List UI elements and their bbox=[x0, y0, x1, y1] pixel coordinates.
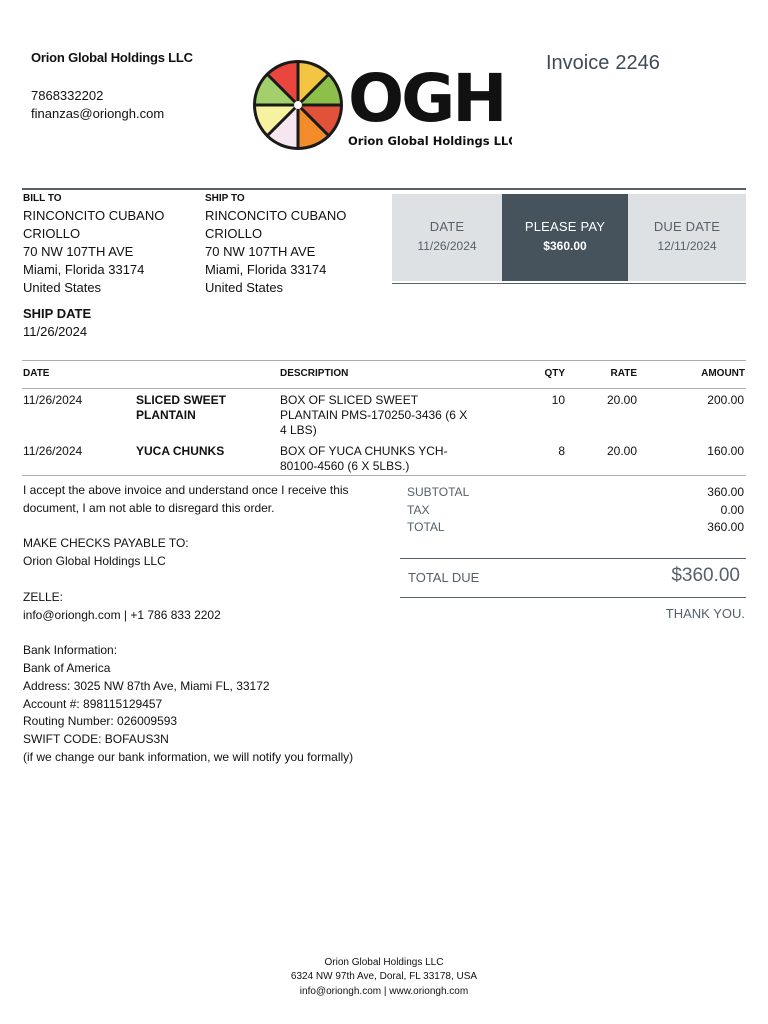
bank-info-line: (if we change our bank information, we will notify you formally) bbox=[23, 749, 354, 764]
please-pay-box bbox=[502, 194, 628, 281]
ship-to-line: CRIOLLO bbox=[205, 226, 263, 241]
checks-label: MAKE CHECKS PAYABLE TO: bbox=[23, 536, 189, 551]
checks-value: Orion Global Holdings LLC bbox=[23, 554, 166, 569]
row-2-product bbox=[136, 444, 224, 459]
tax-value: 0.00 bbox=[720, 503, 744, 517]
please-pay-label: PLEASE PAY bbox=[524, 219, 606, 234]
company-phone: 7868332202 bbox=[31, 88, 104, 103]
bank-info-line: Account #: 898115129457 bbox=[23, 696, 163, 711]
col-header-qty: QTY bbox=[544, 368, 565, 379]
fruit-wheel-logo-icon bbox=[252, 57, 512, 157]
row-2-description-line: BOX OF YUCA CHUNKS YCH- bbox=[280, 444, 448, 458]
payment-notes bbox=[23, 482, 393, 767]
table-bottom-rule bbox=[22, 475, 746, 476]
col-header-amount: AMOUNT bbox=[701, 368, 745, 379]
footer-line: 6324 NW 97th Ave, Doral, FL 33178, USA bbox=[290, 971, 478, 983]
zelle-label: ZELLE: bbox=[23, 589, 64, 604]
row-2-rate: 20.00 bbox=[606, 444, 637, 458]
ship-date-label: SHIP DATE bbox=[23, 306, 92, 321]
table-header-rule bbox=[22, 388, 746, 389]
subtotal-value: 360.00 bbox=[707, 485, 744, 499]
bill-to-line: 70 NW 107TH AVE bbox=[23, 244, 134, 259]
thank-you-text: THANK YOU. bbox=[665, 606, 745, 621]
summary-divider bbox=[392, 283, 746, 284]
zelle-value: info@oriongh.com | +1 786 833 2202 bbox=[23, 607, 221, 622]
please-pay-value: $360.00 bbox=[543, 239, 587, 253]
row-2-date: 11/26/2024 bbox=[23, 444, 83, 458]
ship-to-line: RINCONCITO CUBANO bbox=[205, 208, 347, 223]
row-2-qty: 8 bbox=[558, 444, 565, 458]
bank-info-line: Bank Information: bbox=[23, 643, 118, 658]
row-1-amount: 200.00 bbox=[707, 393, 744, 407]
row-2-description-line: 80100-4560 (6 X 5LBS.) bbox=[280, 459, 410, 473]
total-due-top-rule bbox=[400, 558, 746, 559]
invoice-title bbox=[546, 52, 660, 75]
due-date-value: 12/11/2024 bbox=[657, 239, 717, 253]
total-label: TOTAL bbox=[407, 520, 445, 534]
summary-date-label: DATE bbox=[429, 219, 465, 234]
total-due-label: TOTAL DUE bbox=[408, 570, 480, 585]
logo-monogram: OGH bbox=[348, 60, 505, 137]
row-2-product-line: YUCA CHUNKS bbox=[136, 444, 225, 458]
row-1-description-line: BOX OF SLICED SWEET bbox=[280, 393, 419, 407]
ship-date-value: 11/26/2024 bbox=[23, 324, 88, 339]
col-header-rate: RATE bbox=[610, 368, 637, 379]
invoice-number: 2246 bbox=[615, 52, 660, 74]
bank-info-line: SWIFT CODE: BOFAUS3N bbox=[23, 732, 169, 747]
bill-to-line: CRIOLLO bbox=[23, 226, 81, 241]
due-date-box bbox=[628, 194, 746, 281]
row-2-description bbox=[280, 444, 448, 474]
company-email: finanzas@oriongh.com bbox=[31, 106, 165, 121]
due-date-label: DUE DATE bbox=[653, 219, 721, 234]
total-due-bottom-rule bbox=[400, 597, 746, 598]
row-1-product-line: PLANTAIN bbox=[136, 408, 196, 422]
summary-date-value: 11/26/2024 bbox=[417, 239, 477, 253]
subtotal-label: SUBTOTAL bbox=[407, 485, 470, 499]
total-due-value: $360.00 bbox=[671, 565, 740, 586]
ship-to-address bbox=[205, 207, 346, 297]
row-1-qty: 10 bbox=[551, 393, 565, 407]
ship-to-label: SHIP TO bbox=[205, 193, 245, 204]
tax-label: TAX bbox=[407, 503, 430, 517]
ship-to-line: Miami, Florida 33174 bbox=[205, 262, 327, 277]
bill-to-line: United States bbox=[23, 280, 102, 295]
bill-to-address bbox=[23, 207, 164, 297]
row-1-rate: 20.00 bbox=[606, 393, 637, 407]
bill-to-line: Miami, Florida 33174 bbox=[23, 262, 145, 277]
row-1-description-line: 4 LBS) bbox=[280, 423, 317, 437]
company-contact bbox=[31, 87, 164, 123]
ship-to-line: United States bbox=[205, 280, 284, 295]
row-1-description-line: PLANTAIN PMS-170250-3436 (6 X bbox=[280, 408, 468, 422]
page-footer bbox=[0, 956, 768, 999]
invoice-label: Invoice bbox=[546, 52, 610, 74]
row-1-product-line: SLICED SWEET bbox=[136, 393, 227, 407]
acceptance-line: document, I am not able to disregard this order. bbox=[23, 500, 275, 515]
bank-info-line: Routing Number: 026009593 bbox=[23, 714, 178, 729]
header-divider bbox=[22, 188, 746, 190]
total-value: 360.00 bbox=[707, 520, 744, 534]
company-name: Orion Global Holdings LLC bbox=[31, 50, 193, 65]
row-1-description bbox=[280, 393, 467, 438]
summary-date-box bbox=[392, 194, 502, 281]
row-2-amount: 160.00 bbox=[707, 444, 744, 458]
bill-to-label: BILL TO bbox=[23, 193, 62, 204]
footer-line: Orion Global Holdings LLC bbox=[324, 957, 444, 968]
col-header-date: DATE bbox=[23, 368, 50, 379]
row-1-date: 11/26/2024 bbox=[23, 393, 83, 407]
table-top-rule bbox=[22, 360, 746, 361]
logo-tagline: Orion Global Holdings LLC bbox=[348, 134, 512, 148]
footer-line: info@oriongh.com | www.oriongh.com bbox=[299, 985, 469, 997]
col-header-description: DESCRIPTION bbox=[280, 368, 349, 379]
ship-to-line: 70 NW 107TH AVE bbox=[205, 244, 316, 259]
bill-to-line: RINCONCITO CUBANO bbox=[23, 208, 165, 223]
row-1-product bbox=[136, 393, 226, 423]
bank-info-line: Address: 3025 NW 87th Ave, Miami FL, 33172 bbox=[23, 678, 270, 693]
company-logo bbox=[252, 57, 512, 157]
bank-info-line: Bank of America bbox=[23, 660, 111, 675]
acceptance-line: I accept the above invoice and understand once I receive this bbox=[23, 483, 349, 497]
